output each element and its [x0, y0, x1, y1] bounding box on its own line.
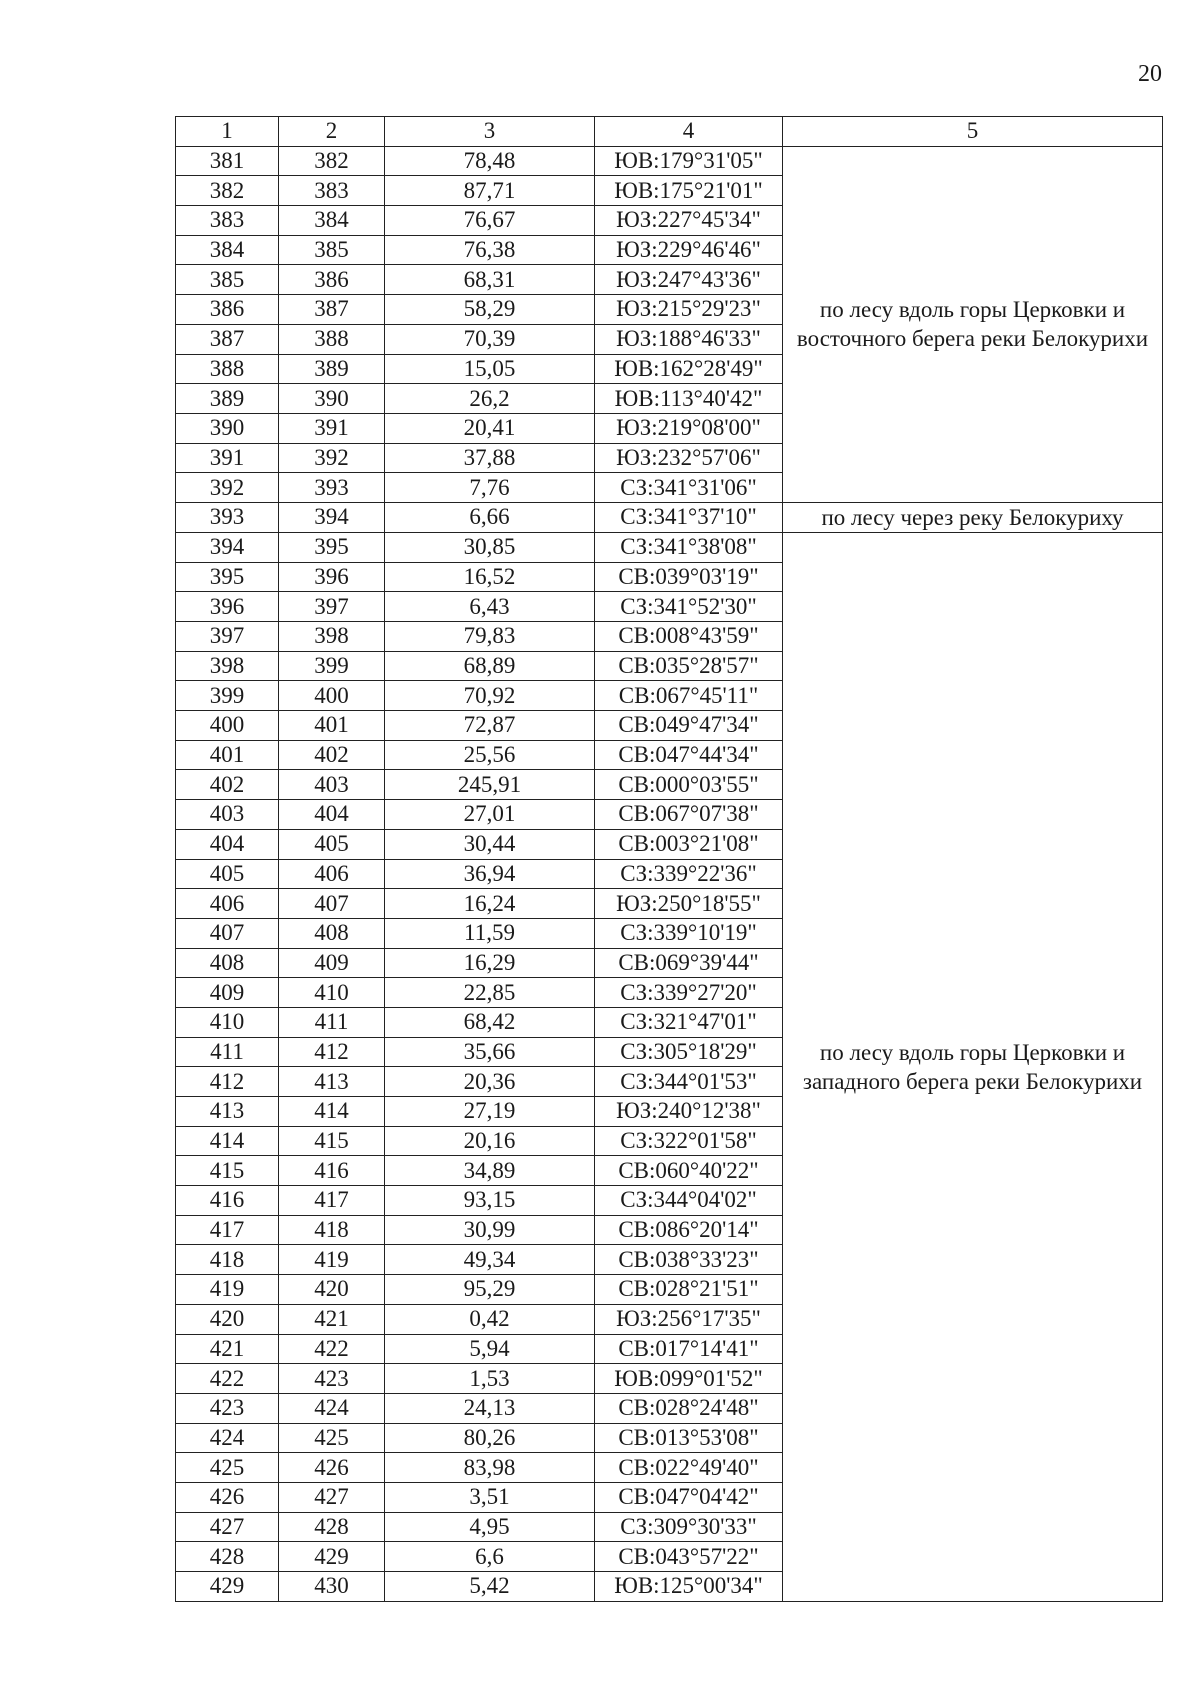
from-point-cell: 415	[176, 1156, 279, 1186]
bearing-cell: СВ:086°20'14"	[595, 1215, 783, 1245]
distance-cell: 30,44	[385, 829, 595, 859]
header-cell-2: 2	[279, 117, 385, 147]
to-point-cell: 430	[279, 1572, 385, 1602]
distance-cell: 76,38	[385, 235, 595, 265]
from-point-cell: 381	[176, 146, 279, 176]
to-point-cell: 404	[279, 800, 385, 830]
from-point-cell: 400	[176, 711, 279, 741]
to-point-cell: 427	[279, 1482, 385, 1512]
distance-cell: 11,59	[385, 918, 595, 948]
from-point-cell: 393	[176, 502, 279, 532]
from-point-cell: 419	[176, 1275, 279, 1305]
from-point-cell: 401	[176, 740, 279, 770]
table-row	[176, 502, 1163, 532]
from-point-cell: 423	[176, 1393, 279, 1423]
distance-cell: 27,01	[385, 800, 595, 830]
to-point-cell: 388	[279, 324, 385, 354]
from-point-cell: 420	[176, 1304, 279, 1334]
route-description-cell: по лесу вдоль горы Церковки и западного берега реки Белокурихи	[783, 532, 1163, 1601]
bearing-cell: СЗ:341°52'30"	[595, 592, 783, 622]
route-description-cell: по лесу через реку Белокуриху	[783, 502, 1163, 532]
bearing-cell: СВ:017°14'41"	[595, 1334, 783, 1364]
bearing-cell: СВ:060°40'22"	[595, 1156, 783, 1186]
to-point-cell: 382	[279, 146, 385, 176]
distance-cell: 4,95	[385, 1512, 595, 1542]
from-point-cell: 392	[176, 473, 279, 503]
from-point-cell: 399	[176, 681, 279, 711]
distance-cell: 1,53	[385, 1364, 595, 1394]
route-description-cell: по лесу вдоль горы Церковки и восточного берега реки Белокурихи	[783, 146, 1163, 502]
from-point-cell: 391	[176, 443, 279, 473]
distance-cell: 78,48	[385, 146, 595, 176]
from-point-cell: 388	[176, 354, 279, 384]
table-row	[176, 532, 1163, 562]
distance-cell: 80,26	[385, 1423, 595, 1453]
to-point-cell: 408	[279, 918, 385, 948]
distance-cell: 35,66	[385, 1037, 595, 1067]
distance-cell: 83,98	[385, 1453, 595, 1483]
distance-cell: 20,41	[385, 413, 595, 443]
bearing-cell: СВ:003°21'08"	[595, 829, 783, 859]
to-point-cell: 386	[279, 265, 385, 295]
distance-cell: 58,29	[385, 295, 595, 325]
bearing-cell: ЮЗ:240°12'38"	[595, 1097, 783, 1127]
to-point-cell: 426	[279, 1453, 385, 1483]
bearing-cell: СЗ:305°18'29"	[595, 1037, 783, 1067]
from-point-cell: 408	[176, 948, 279, 978]
bearing-cell: СЗ:322°01'58"	[595, 1126, 783, 1156]
from-point-cell: 394	[176, 532, 279, 562]
distance-cell: 70,39	[385, 324, 595, 354]
to-point-cell: 406	[279, 859, 385, 889]
bearing-cell: СЗ:344°01'53"	[595, 1067, 783, 1097]
to-point-cell: 422	[279, 1334, 385, 1364]
from-point-cell: 422	[176, 1364, 279, 1394]
to-point-cell: 394	[279, 502, 385, 532]
from-point-cell: 417	[176, 1215, 279, 1245]
to-point-cell: 420	[279, 1275, 385, 1305]
from-point-cell: 416	[176, 1186, 279, 1216]
from-point-cell: 421	[176, 1334, 279, 1364]
distance-cell: 70,92	[385, 681, 595, 711]
bearing-cell: ЮВ:175°21'01"	[595, 176, 783, 206]
distance-cell: 68,42	[385, 1007, 595, 1037]
bearing-cell: ЮЗ:247°43'36"	[595, 265, 783, 295]
from-point-cell: 396	[176, 592, 279, 622]
to-point-cell: 428	[279, 1512, 385, 1542]
to-point-cell: 387	[279, 295, 385, 325]
to-point-cell: 416	[279, 1156, 385, 1186]
from-point-cell: 428	[176, 1542, 279, 1572]
to-point-cell: 393	[279, 473, 385, 503]
header-cell-4: 4	[595, 117, 783, 147]
distance-cell: 30,85	[385, 532, 595, 562]
distance-cell: 27,19	[385, 1097, 595, 1127]
header-cell-5: 5	[783, 117, 1163, 147]
distance-cell: 20,36	[385, 1067, 595, 1097]
from-point-cell: 425	[176, 1453, 279, 1483]
bearing-cell: ЮЗ:232°57'06"	[595, 443, 783, 473]
bearing-cell: СВ:049°47'34"	[595, 711, 783, 741]
distance-cell: 0,42	[385, 1304, 595, 1334]
from-point-cell: 385	[176, 265, 279, 295]
bearing-cell: ЮВ:125°00'34"	[595, 1572, 783, 1602]
distance-cell: 49,34	[385, 1245, 595, 1275]
to-point-cell: 415	[279, 1126, 385, 1156]
distance-cell: 3,51	[385, 1482, 595, 1512]
to-point-cell: 423	[279, 1364, 385, 1394]
to-point-cell: 414	[279, 1097, 385, 1127]
distance-cell: 68,31	[385, 265, 595, 295]
from-point-cell: 426	[176, 1482, 279, 1512]
from-point-cell: 427	[176, 1512, 279, 1542]
to-point-cell: 391	[279, 413, 385, 443]
to-point-cell: 399	[279, 651, 385, 681]
bearing-cell: СЗ:339°27'20"	[595, 978, 783, 1008]
to-point-cell: 403	[279, 770, 385, 800]
bearing-cell: СЗ:309°30'33"	[595, 1512, 783, 1542]
to-point-cell: 389	[279, 354, 385, 384]
from-point-cell: 429	[176, 1572, 279, 1602]
from-point-cell: 406	[176, 889, 279, 919]
bearing-cell: СЗ:341°31'06"	[595, 473, 783, 503]
bearing-cell: ЮВ:113°40'42"	[595, 384, 783, 414]
to-point-cell: 421	[279, 1304, 385, 1334]
header-cell-1: 1	[176, 117, 279, 147]
bearing-cell: СВ:013°53'08"	[595, 1423, 783, 1453]
bearing-cell: СВ:069°39'44"	[595, 948, 783, 978]
from-point-cell: 410	[176, 1007, 279, 1037]
bearing-cell: СВ:038°33'23"	[595, 1245, 783, 1275]
distance-cell: 22,85	[385, 978, 595, 1008]
bearing-cell: СВ:067°45'11"	[595, 681, 783, 711]
bearing-cell: СВ:039°03'19"	[595, 562, 783, 592]
bearing-cell: СВ:028°21'51"	[595, 1275, 783, 1305]
table-row	[176, 146, 1163, 176]
to-point-cell: 392	[279, 443, 385, 473]
bearing-cell: СВ:047°04'42"	[595, 1482, 783, 1512]
bearing-cell: СЗ:341°37'10"	[595, 502, 783, 532]
distance-cell: 76,67	[385, 206, 595, 236]
from-point-cell: 387	[176, 324, 279, 354]
distance-cell: 245,91	[385, 770, 595, 800]
from-point-cell: 414	[176, 1126, 279, 1156]
to-point-cell: 410	[279, 978, 385, 1008]
bearing-cell: СЗ:344°04'02"	[595, 1186, 783, 1216]
distance-cell: 36,94	[385, 859, 595, 889]
from-point-cell: 386	[176, 295, 279, 325]
distance-cell: 16,52	[385, 562, 595, 592]
bearing-cell: СВ:043°57'22"	[595, 1542, 783, 1572]
distance-cell: 16,29	[385, 948, 595, 978]
bearing-cell: ЮВ:099°01'52"	[595, 1364, 783, 1394]
distance-cell: 5,94	[385, 1334, 595, 1364]
to-point-cell: 418	[279, 1215, 385, 1245]
header-cell-3: 3	[385, 117, 595, 147]
from-point-cell: 405	[176, 859, 279, 889]
bearing-cell: СЗ:321°47'01"	[595, 1007, 783, 1037]
distance-cell: 5,42	[385, 1572, 595, 1602]
boundary-table	[175, 116, 1163, 1602]
to-point-cell: 413	[279, 1067, 385, 1097]
bearing-cell: ЮЗ:188°46'33"	[595, 324, 783, 354]
from-point-cell: 402	[176, 770, 279, 800]
distance-cell: 34,89	[385, 1156, 595, 1186]
from-point-cell: 383	[176, 206, 279, 236]
from-point-cell: 409	[176, 978, 279, 1008]
bearing-cell: СВ:022°49'40"	[595, 1453, 783, 1483]
to-point-cell: 397	[279, 592, 385, 622]
to-point-cell: 429	[279, 1542, 385, 1572]
distance-cell: 30,99	[385, 1215, 595, 1245]
distance-cell: 26,2	[385, 384, 595, 414]
bearing-cell: ЮЗ:250°18'55"	[595, 889, 783, 919]
distance-cell: 25,56	[385, 740, 595, 770]
from-point-cell: 424	[176, 1423, 279, 1453]
bearing-cell: ЮЗ:215°29'23"	[595, 295, 783, 325]
from-point-cell: 407	[176, 918, 279, 948]
to-point-cell: 401	[279, 711, 385, 741]
distance-cell: 24,13	[385, 1393, 595, 1423]
bearing-cell: ЮВ:162°28'49"	[595, 354, 783, 384]
table-header-row	[176, 117, 1163, 147]
distance-cell: 20,16	[385, 1126, 595, 1156]
to-point-cell: 383	[279, 176, 385, 206]
distance-cell: 16,24	[385, 889, 595, 919]
bearing-cell: СЗ:339°22'36"	[595, 859, 783, 889]
from-point-cell: 418	[176, 1245, 279, 1275]
bearing-cell: ЮЗ:229°46'46"	[595, 235, 783, 265]
from-point-cell: 390	[176, 413, 279, 443]
distance-cell: 79,83	[385, 622, 595, 652]
to-point-cell: 398	[279, 622, 385, 652]
from-point-cell: 404	[176, 829, 279, 859]
distance-cell: 93,15	[385, 1186, 595, 1216]
from-point-cell: 397	[176, 622, 279, 652]
distance-cell: 6,66	[385, 502, 595, 532]
from-point-cell: 395	[176, 562, 279, 592]
from-point-cell: 398	[176, 651, 279, 681]
to-point-cell: 424	[279, 1393, 385, 1423]
bearing-cell: СВ:000°03'55"	[595, 770, 783, 800]
from-point-cell: 403	[176, 800, 279, 830]
bearing-cell: СВ:008°43'59"	[595, 622, 783, 652]
distance-cell: 68,89	[385, 651, 595, 681]
to-point-cell: 390	[279, 384, 385, 414]
from-point-cell: 413	[176, 1097, 279, 1127]
distance-cell: 72,87	[385, 711, 595, 741]
to-point-cell: 425	[279, 1423, 385, 1453]
bearing-cell: ЮЗ:219°08'00"	[595, 413, 783, 443]
from-point-cell: 382	[176, 176, 279, 206]
bearing-cell: СВ:067°07'38"	[595, 800, 783, 830]
to-point-cell: 417	[279, 1186, 385, 1216]
from-point-cell: 384	[176, 235, 279, 265]
from-point-cell: 411	[176, 1037, 279, 1067]
to-point-cell: 395	[279, 532, 385, 562]
to-point-cell: 400	[279, 681, 385, 711]
to-point-cell: 396	[279, 562, 385, 592]
bearing-cell: ЮЗ:227°45'34"	[595, 206, 783, 236]
to-point-cell: 384	[279, 206, 385, 236]
to-point-cell: 407	[279, 889, 385, 919]
to-point-cell: 405	[279, 829, 385, 859]
bearing-cell: СВ:047°44'34"	[595, 740, 783, 770]
distance-cell: 15,05	[385, 354, 595, 384]
distance-cell: 95,29	[385, 1275, 595, 1305]
distance-cell: 87,71	[385, 176, 595, 206]
to-point-cell: 411	[279, 1007, 385, 1037]
distance-cell: 6,6	[385, 1542, 595, 1572]
to-point-cell: 419	[279, 1245, 385, 1275]
page-number: 20	[1138, 61, 1162, 87]
bearing-cell: ЮЗ:256°17'35"	[595, 1304, 783, 1334]
bearing-cell: СЗ:339°10'19"	[595, 918, 783, 948]
bearing-cell: СЗ:341°38'08"	[595, 532, 783, 562]
to-point-cell: 385	[279, 235, 385, 265]
distance-cell: 6,43	[385, 592, 595, 622]
to-point-cell: 409	[279, 948, 385, 978]
distance-cell: 37,88	[385, 443, 595, 473]
bearing-cell: ЮВ:179°31'05"	[595, 146, 783, 176]
bearing-cell: СВ:035°28'57"	[595, 651, 783, 681]
bearing-cell: СВ:028°24'48"	[595, 1393, 783, 1423]
to-point-cell: 412	[279, 1037, 385, 1067]
to-point-cell: 402	[279, 740, 385, 770]
table-body	[176, 146, 1163, 1601]
distance-cell: 7,76	[385, 473, 595, 503]
from-point-cell: 412	[176, 1067, 279, 1097]
from-point-cell: 389	[176, 384, 279, 414]
